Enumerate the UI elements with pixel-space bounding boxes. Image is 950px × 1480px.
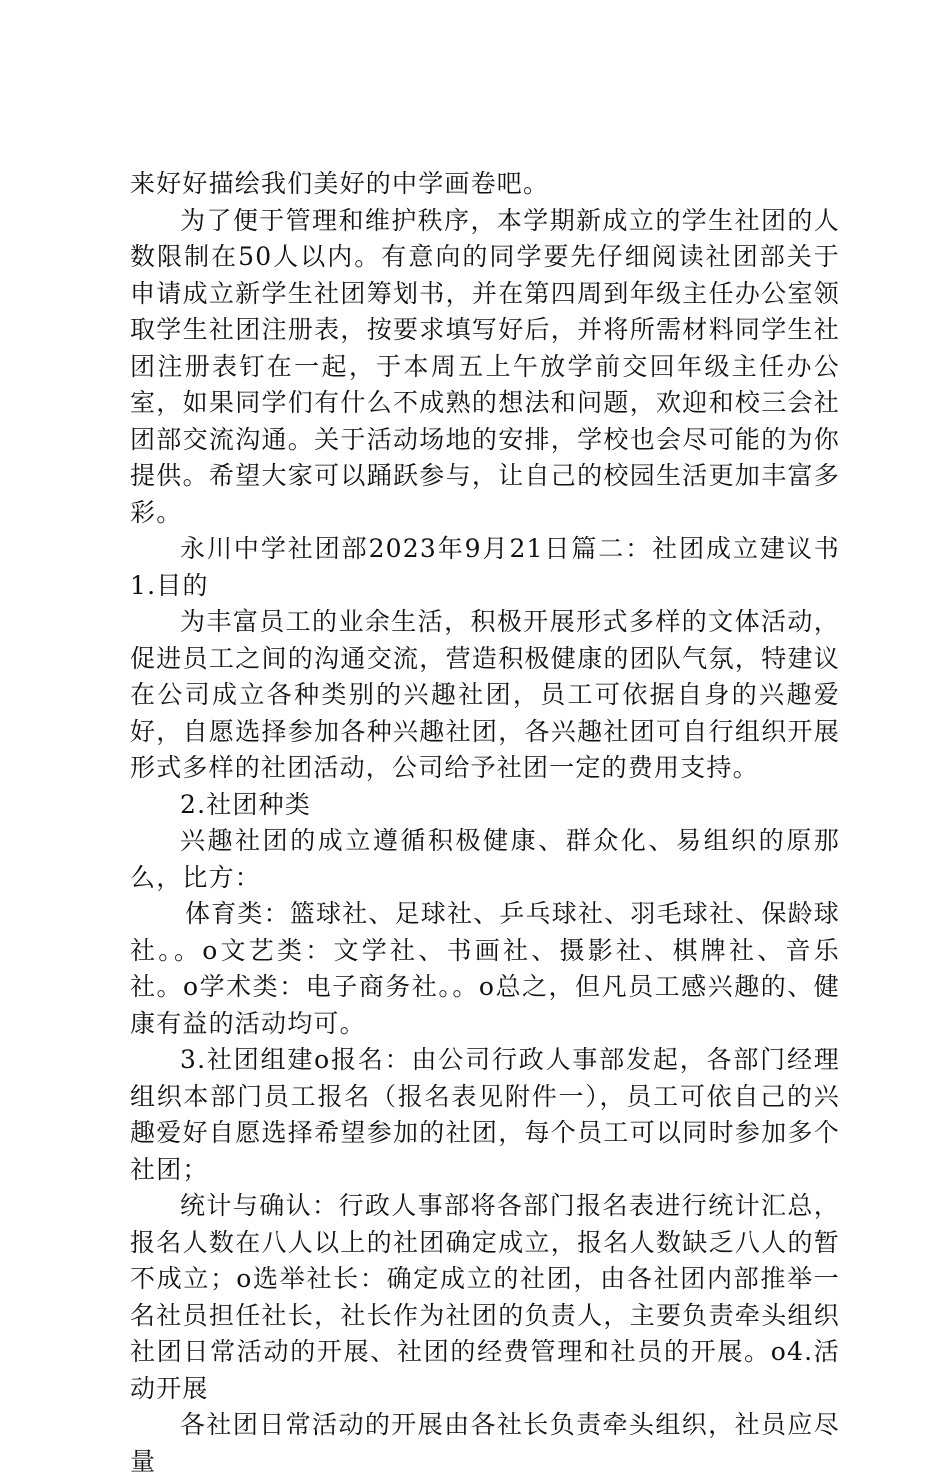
paragraph-closing-line: 来好好描绘我们美好的中学画卷吧。 — [130, 169, 550, 198]
paragraph-purpose: 为丰富员工的业余生活，积极开展形式多样的文体活动，促进员工之间的沟通交流，营造积极健康的团队气氛，特建议在公司成立各种类别的兴趣社团，员工可依据自身的兴趣爱好，自愿选择参加各种兴趣社团，各兴趣社团可自行组织开展形式多样的社团活动，公司给予社团一定的费用支持。 — [130, 607, 840, 782]
paragraph-club-categories: 体育类：篮球社、足球社、乒乓球社、羽毛球社、保龄球社。。o文艺类：文学社、书画社、摄影社、棋牌社、音乐社。o学术类：电子商务社。。o总之，但凡员工感兴趣的、健康有益的活动均可。 — [130, 899, 841, 1038]
paragraph-club-formation: 3.社团组建o报名：由公司行政人事部发起，各部门经理组织本部门员工报名（报名表见附件一），员工可依自己的兴趣爱好自愿选择希望参加的社团，每个员工可以同时参加多个社团； — [130, 1045, 840, 1184]
paragraph-activities: 各社团日常活动的开展由各社长负责牵头组织，社员应尽量 — [130, 1410, 840, 1476]
paragraph-signature-and-heading: 永川中学社团部2023年9月21日篇二：社团成立建议书1.目的 — [130, 534, 840, 600]
document-body — [130, 166, 840, 1480]
paragraph-club-registration: 为了便于管理和维护秩序，本学期新成立的学生社团的人数限制在50人以内。有意向的同学要先仔细阅读社团部关于申请成立新学生社团筹划书，并在第四周到年级主任办公室领取学生社团注册表，按要求填写好后，并将所需材料同学生社团注册表钉在一起，于本周五上午放学前交回年级主任办公室，如果同学们有什么不成熟的想法和问题，欢迎和校三会社团部交流沟通。关于活动场地的安排，学校也会尽可能的为你提供。希望大家可以踊跃参与，让自己的校园生活更加丰富多彩。 — [130, 205, 840, 527]
section-heading-club-types: 2.社团种类 — [180, 789, 312, 819]
paragraph-statistics-confirmation: 统计与确认：行政人事部将各部门报名表进行统计汇总，报名人数在八人以上的社团确定成立，报名人数缺乏八人的暂不成立；o选举社长：确定成立的社团，由各社团内部推举一名社员担任社长，社长作为社团的负责人，主要负责牵头组织社团日常活动的开展、社团的经费管理和社员的开展。o4.活动开展 — [130, 1191, 840, 1403]
paragraph-club-principles: 兴趣社团的成立遵循积极健康、群众化、易组织的原那么，比方： — [130, 826, 840, 892]
